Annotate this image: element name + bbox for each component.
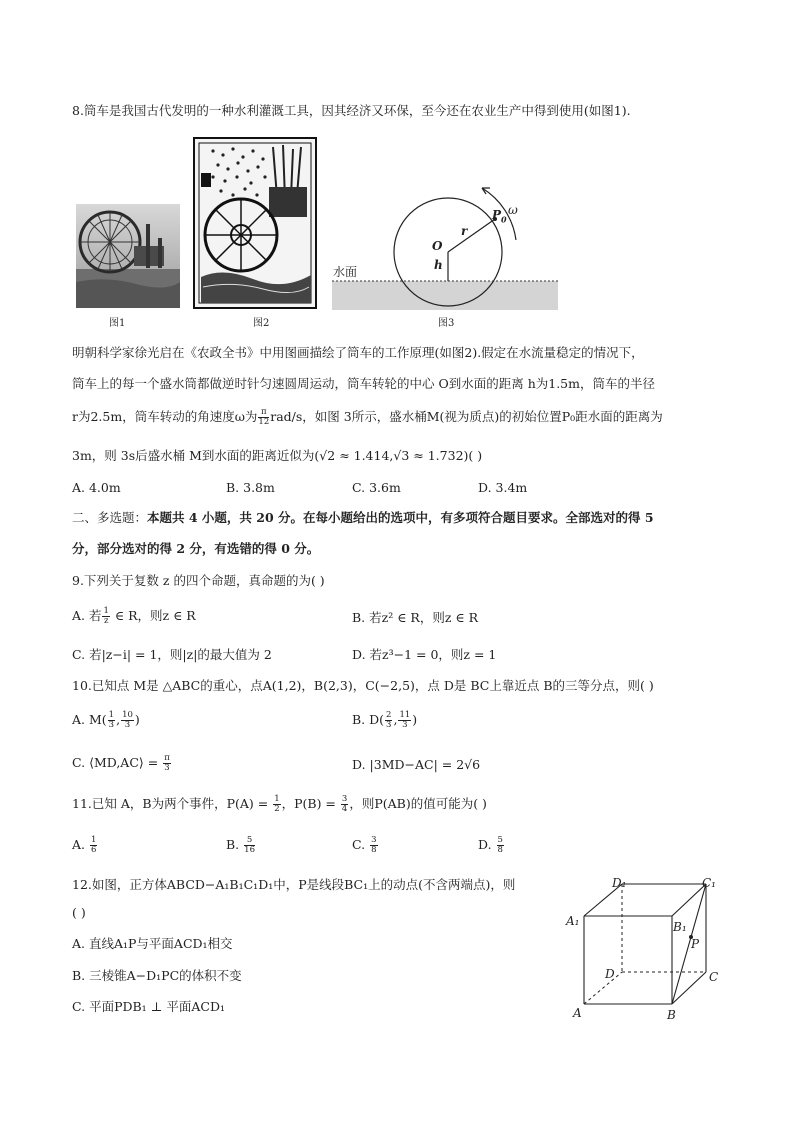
q8-option-d[interactable]: D. 3.4m: [478, 480, 528, 495]
q9-a-num: 1: [103, 606, 109, 616]
q8-stem-line4: [72, 408, 663, 427]
edge-AD-hidden: [584, 972, 622, 1004]
label-r: r: [461, 224, 468, 238]
q10-option-b[interactable]: B. D( $\frac{2}{3}$ , $\frac{11}{3}$ ): [352, 710, 418, 730]
label-P0-sub: 0: [501, 214, 507, 225]
q11-c-num: 3: [371, 835, 377, 845]
q8-option-c[interactable]: C. 3.6m: [352, 480, 401, 495]
fig3-diagram: [330, 180, 560, 312]
q8-stem-line3: 筒车上的每一个盛水筒都做逆时针匀速圆周运动，筒车转轮的中心 O到水面的距离 h为1.5m，筒车的半径: [72, 376, 655, 391]
q11-stem-b: ，P(B) =: [281, 796, 340, 811]
fig2-drawing: [193, 137, 317, 309]
q8-option-b[interactable]: B. 3.8m: [226, 480, 275, 495]
q10-option-d[interactable]: D. |3MD−AC| = 2√6: [352, 757, 481, 772]
q12-stem-line2: ( ): [72, 905, 86, 920]
q10-b-pre: B. D(: [352, 712, 385, 727]
fig1-caption: 图1: [109, 318, 126, 329]
q11-d-fraction: [497, 836, 504, 855]
cube-label-C1: C₁: [702, 876, 716, 890]
fig1-photo: [76, 204, 180, 308]
label-P0: [492, 206, 507, 228]
cube-label-A1: A₁: [566, 914, 580, 928]
label-water: 水面: [333, 265, 358, 279]
q9-a-post: ∈ R，则z ∈ R: [110, 608, 196, 623]
q11-b-label: B.: [226, 837, 240, 852]
q11-option-b[interactable]: [226, 836, 256, 855]
q10-b-frac1: [385, 711, 392, 730]
q11-option-c[interactable]: [352, 836, 379, 855]
q11-a-den: 6: [91, 845, 97, 855]
q9-a-den: z: [103, 616, 109, 626]
section2-title: 二、多选题：: [72, 510, 148, 525]
q10-option-c[interactable]: [72, 754, 172, 773]
q10-b-n1: 2: [386, 710, 392, 720]
q11-b-num: 5: [244, 836, 255, 846]
cube-svg: [560, 870, 730, 1030]
q9-option-c[interactable]: C. 若|z−i| = 1，则|z|的最大值为 2: [72, 647, 272, 662]
q11-a-num: 1: [91, 835, 97, 845]
label-P0-letter: P: [492, 208, 502, 222]
q11-stem-a: 11.已知 A，B为两个事件，P(A) =: [72, 796, 273, 811]
q8-stem-line4-b: rad/s，如图 3所示，盛水桶M(视为质点)的初始位置P₀距水面的距离为: [270, 409, 663, 424]
fig2-caption: 图2: [253, 318, 270, 329]
q11-option-a[interactable]: [72, 836, 98, 855]
q11-c-den: 8: [371, 845, 377, 855]
q12-option-c[interactable]: C. 平面PDB₁ ⊥ 平面ACD₁: [72, 999, 226, 1014]
cube-label-P: P: [691, 937, 700, 951]
q11-b-fraction: [244, 836, 255, 855]
section2-header-line2: 分，部分选对的得 2 分，有选错的得 0 分。: [72, 541, 320, 556]
q8-stem-line1: 8.筒车是我国古代发明的一种水利灌溉工具，因其经济又环保，至今还在农业生产中得到使用(如图1).: [72, 103, 631, 118]
q12-option-b[interactable]: B. 三棱锥A−D₁PC的体积不变: [72, 968, 242, 983]
q10-a-frac1: [108, 711, 115, 730]
fig3-svg: [330, 180, 560, 312]
q11-d-num: 5: [497, 835, 503, 845]
q11-pa-fraction: [273, 795, 280, 814]
q11-pb-fraction: [341, 795, 348, 814]
q9-a-pre: A. 若: [72, 608, 102, 623]
omega-frac-num: π: [258, 408, 269, 418]
cube-label-A: A: [573, 1006, 582, 1020]
q10-a-frac2: [121, 711, 134, 730]
cube-label-B1: B₁: [673, 920, 687, 934]
q10-a-n1: 1: [108, 710, 115, 720]
q10-a-n2: 10: [122, 710, 133, 720]
q9-option-b[interactable]: B. 若z² ∈ R，则z ∈ R: [352, 610, 479, 625]
q9-stem: 9.下列关于复数 z 的四个命题，真命题的为( ): [72, 573, 325, 588]
q10-b-d2: 3: [402, 720, 408, 730]
q10-c-num: π: [164, 753, 170, 763]
label-h: h: [434, 258, 443, 272]
q11-a-label: A.: [72, 837, 86, 852]
q11-a-fraction: [90, 836, 97, 855]
q9-option-d[interactable]: D. 若z³−1 = 0，则z = 1: [352, 647, 497, 662]
q11-stem: [72, 795, 487, 814]
label-omega: ω: [508, 203, 518, 217]
q11-d-den: 8: [497, 845, 503, 855]
q10-option-a[interactable]: A. M( $\frac{1}{3}$ , $\frac{10}{3}$ ): [72, 710, 140, 730]
omega-frac-den: 12: [258, 417, 270, 427]
q11-pb-den: 4: [341, 804, 348, 814]
q8-stem-line4-a: r为2.5m，筒车转动的角速度ω为: [72, 409, 258, 424]
cube-diagram: [560, 870, 730, 1030]
q10-c-fraction: [163, 754, 171, 773]
q9-a-fraction: [102, 607, 109, 626]
q8-stem-line2: 明朝科学家徐光启在《农政全书》中用图画描绘了筒车的工作原理(如图2).假定在水流量稳定的情况下，: [72, 345, 644, 360]
q11-pa-num: 1: [274, 794, 280, 804]
q10-stem: 10.已知点 M是 △ABC的重心，点A(1,2)，B(2,3)，C(−2,5)，点 D是 BC上靠近点 B的三等分点，则( ): [72, 678, 654, 693]
q11-stem-c: ，则P(AB)的值可能为( ): [349, 796, 487, 811]
q10-a-d1: 3: [108, 720, 115, 730]
section2-instructions: 本题共 4 小题，共 20 分。在每小题给出的选项中，有多项符合题目要求。全部选对的得 5: [147, 510, 654, 525]
q10-b-d1: 3: [386, 720, 392, 730]
q11-c-label: C.: [352, 837, 366, 852]
q10-a-d2: 3: [124, 720, 131, 730]
cube-label-C: C: [709, 970, 719, 984]
q8-option-a[interactable]: A. 4.0m: [72, 480, 121, 495]
q10-c-pre: C. ⟨MD,AC⟩ =: [72, 755, 163, 770]
q10-b-n2: 11: [399, 710, 411, 720]
label-O: O: [432, 239, 443, 253]
q8-stem-line5: 3m，则 3s后盛水桶 M到水面的距离近似为(√2 ≈ 1.414,√3 ≈ 1.732)( ): [72, 448, 483, 463]
q10-c-den: 3: [164, 763, 170, 773]
cube-label-D: D: [605, 967, 615, 981]
segment-BC1: [672, 884, 706, 1004]
omega-fraction: [258, 408, 269, 427]
cube-label-D1: D₁: [612, 876, 627, 890]
q11-c-fraction: [370, 836, 377, 855]
r-segment: [448, 219, 495, 252]
q11-pb-num: 3: [341, 794, 348, 804]
q12-option-a[interactable]: A. 直线A₁P与平面ACD₁相交: [72, 936, 233, 951]
cube-label-B: B: [667, 1008, 676, 1022]
section2-header-line1: [72, 509, 654, 527]
fig3-caption: 图3: [438, 318, 455, 329]
q9-option-a[interactable]: [72, 607, 196, 626]
q10-a-pre: A. M(: [72, 712, 107, 727]
q12-stem-line1: 12.如图，正方体ABCD−A₁B₁C₁D₁中，P是线段BC₁上的动点(不含两端点)，则: [72, 877, 516, 892]
q11-pa-den: 2: [274, 804, 280, 814]
q11-b-den: 16: [244, 845, 255, 855]
q11-option-d[interactable]: [478, 836, 505, 855]
q11-d-label: D.: [478, 837, 492, 852]
q10-b-frac2: [398, 711, 411, 730]
